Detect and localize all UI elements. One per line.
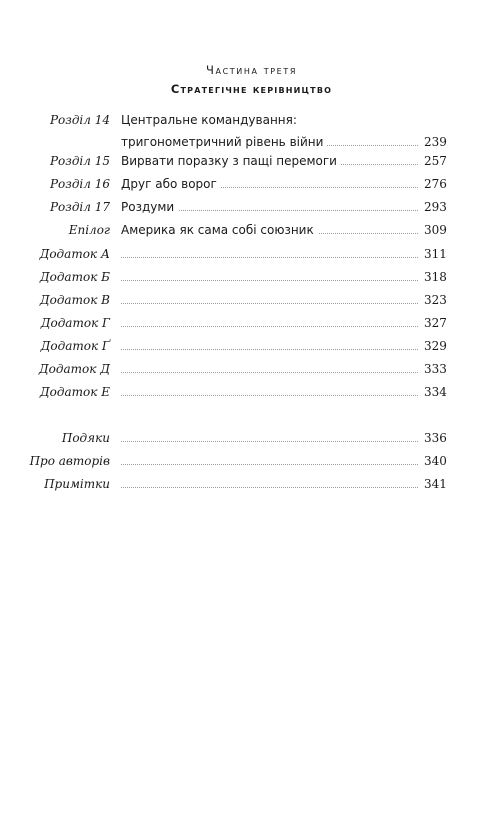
toc-entry-title: Вирвати поразку з пащі перемоги: [121, 151, 341, 171]
toc-entry-number: Примітки: [44, 477, 110, 491]
toc-entry-number: Додаток Ґ: [40, 339, 110, 353]
toc-entry-about-authors[interactable]: [0, 451, 503, 474]
dot-leader: [121, 441, 418, 442]
toc-entry-page: 340: [424, 454, 447, 468]
part-title: Стратегічне керівництво: [170, 82, 333, 96]
toc-entry-number: Додаток В: [39, 293, 110, 307]
toc-entry-notes[interactable]: [0, 474, 503, 497]
toc-entry-number: Додаток Е: [39, 385, 110, 399]
toc-entry-number: Епілог: [68, 223, 110, 237]
toc-entry-page: 293: [424, 200, 447, 214]
toc-entry-page: 257: [424, 154, 447, 168]
toc-entry-appendix-h[interactable]: [0, 313, 503, 336]
toc-entry-page: 329: [424, 339, 447, 353]
toc-entry-chapter-15[interactable]: [0, 151, 503, 174]
dot-leader: [121, 303, 418, 304]
toc-entry-number: Розділ 15: [49, 154, 110, 168]
dot-leader: [121, 257, 418, 258]
part-label: Частина третя: [206, 63, 297, 77]
toc-entry-chapter-16[interactable]: [0, 174, 503, 197]
toc-entry-number: Розділ 14: [49, 113, 110, 127]
dot-leader: [121, 464, 418, 465]
toc-entry-number: Про авторів: [29, 454, 110, 468]
toc-entry-page: 309: [424, 223, 447, 237]
toc-entry-number: Розділ 16: [49, 177, 110, 191]
toc-entry-number: Додаток Г: [40, 316, 110, 330]
dot-leader: [121, 280, 418, 281]
toc-entry-appendix-e[interactable]: [0, 382, 503, 405]
toc-entry-acknowledgements[interactable]: [0, 428, 503, 451]
toc-entry-page: 311: [424, 247, 447, 261]
toc-entry-chapter-17[interactable]: [0, 197, 503, 220]
toc-entry-number: Додаток Д: [38, 362, 110, 376]
toc-entry-appendix-g[interactable]: [0, 336, 503, 359]
toc-entry-page: 276: [424, 177, 447, 191]
dot-leader: [121, 326, 418, 327]
toc-entry-number: Розділ 17: [49, 200, 110, 214]
toc-entry-page: 336: [424, 431, 447, 445]
toc-entry-page: 318: [424, 270, 447, 284]
dot-leader: [121, 487, 418, 488]
toc-entry-title: Друг або ворог: [121, 174, 221, 194]
toc-entry-number: Додаток А: [39, 247, 110, 261]
toc-entry-title-line-2: тригонометричний рівень війни: [121, 132, 327, 152]
toc-entry-appendix-d[interactable]: [0, 359, 503, 382]
toc-entry-page: 333: [424, 362, 447, 376]
toc-entry-appendix-b[interactable]: [0, 267, 503, 290]
toc-entry-title: Америка як сама собі союзник: [121, 220, 318, 240]
toc-entry-number: Додаток Б: [39, 270, 110, 284]
toc-entry-page: 327: [424, 316, 447, 330]
dot-leader: [121, 372, 418, 373]
toc-entry-number: Подяки: [61, 431, 110, 445]
toc-entry-page: 334: [424, 385, 447, 399]
toc-entry-chapter-14[interactable]: [0, 110, 503, 156]
toc-entry-page: 239: [424, 135, 447, 149]
dot-leader: [121, 395, 418, 396]
toc-entry-epilogue[interactable]: [0, 220, 503, 243]
toc-entry-page: 341: [424, 477, 447, 491]
toc-entry-appendix-a[interactable]: [0, 244, 503, 267]
toc-entry-appendix-v[interactable]: [0, 290, 503, 313]
toc-entry-page: 323: [424, 293, 447, 307]
dot-leader: [121, 349, 418, 350]
toc-entry-title: Роздуми: [121, 197, 178, 217]
toc-entry-title: Центральне командування:: [121, 110, 301, 130]
